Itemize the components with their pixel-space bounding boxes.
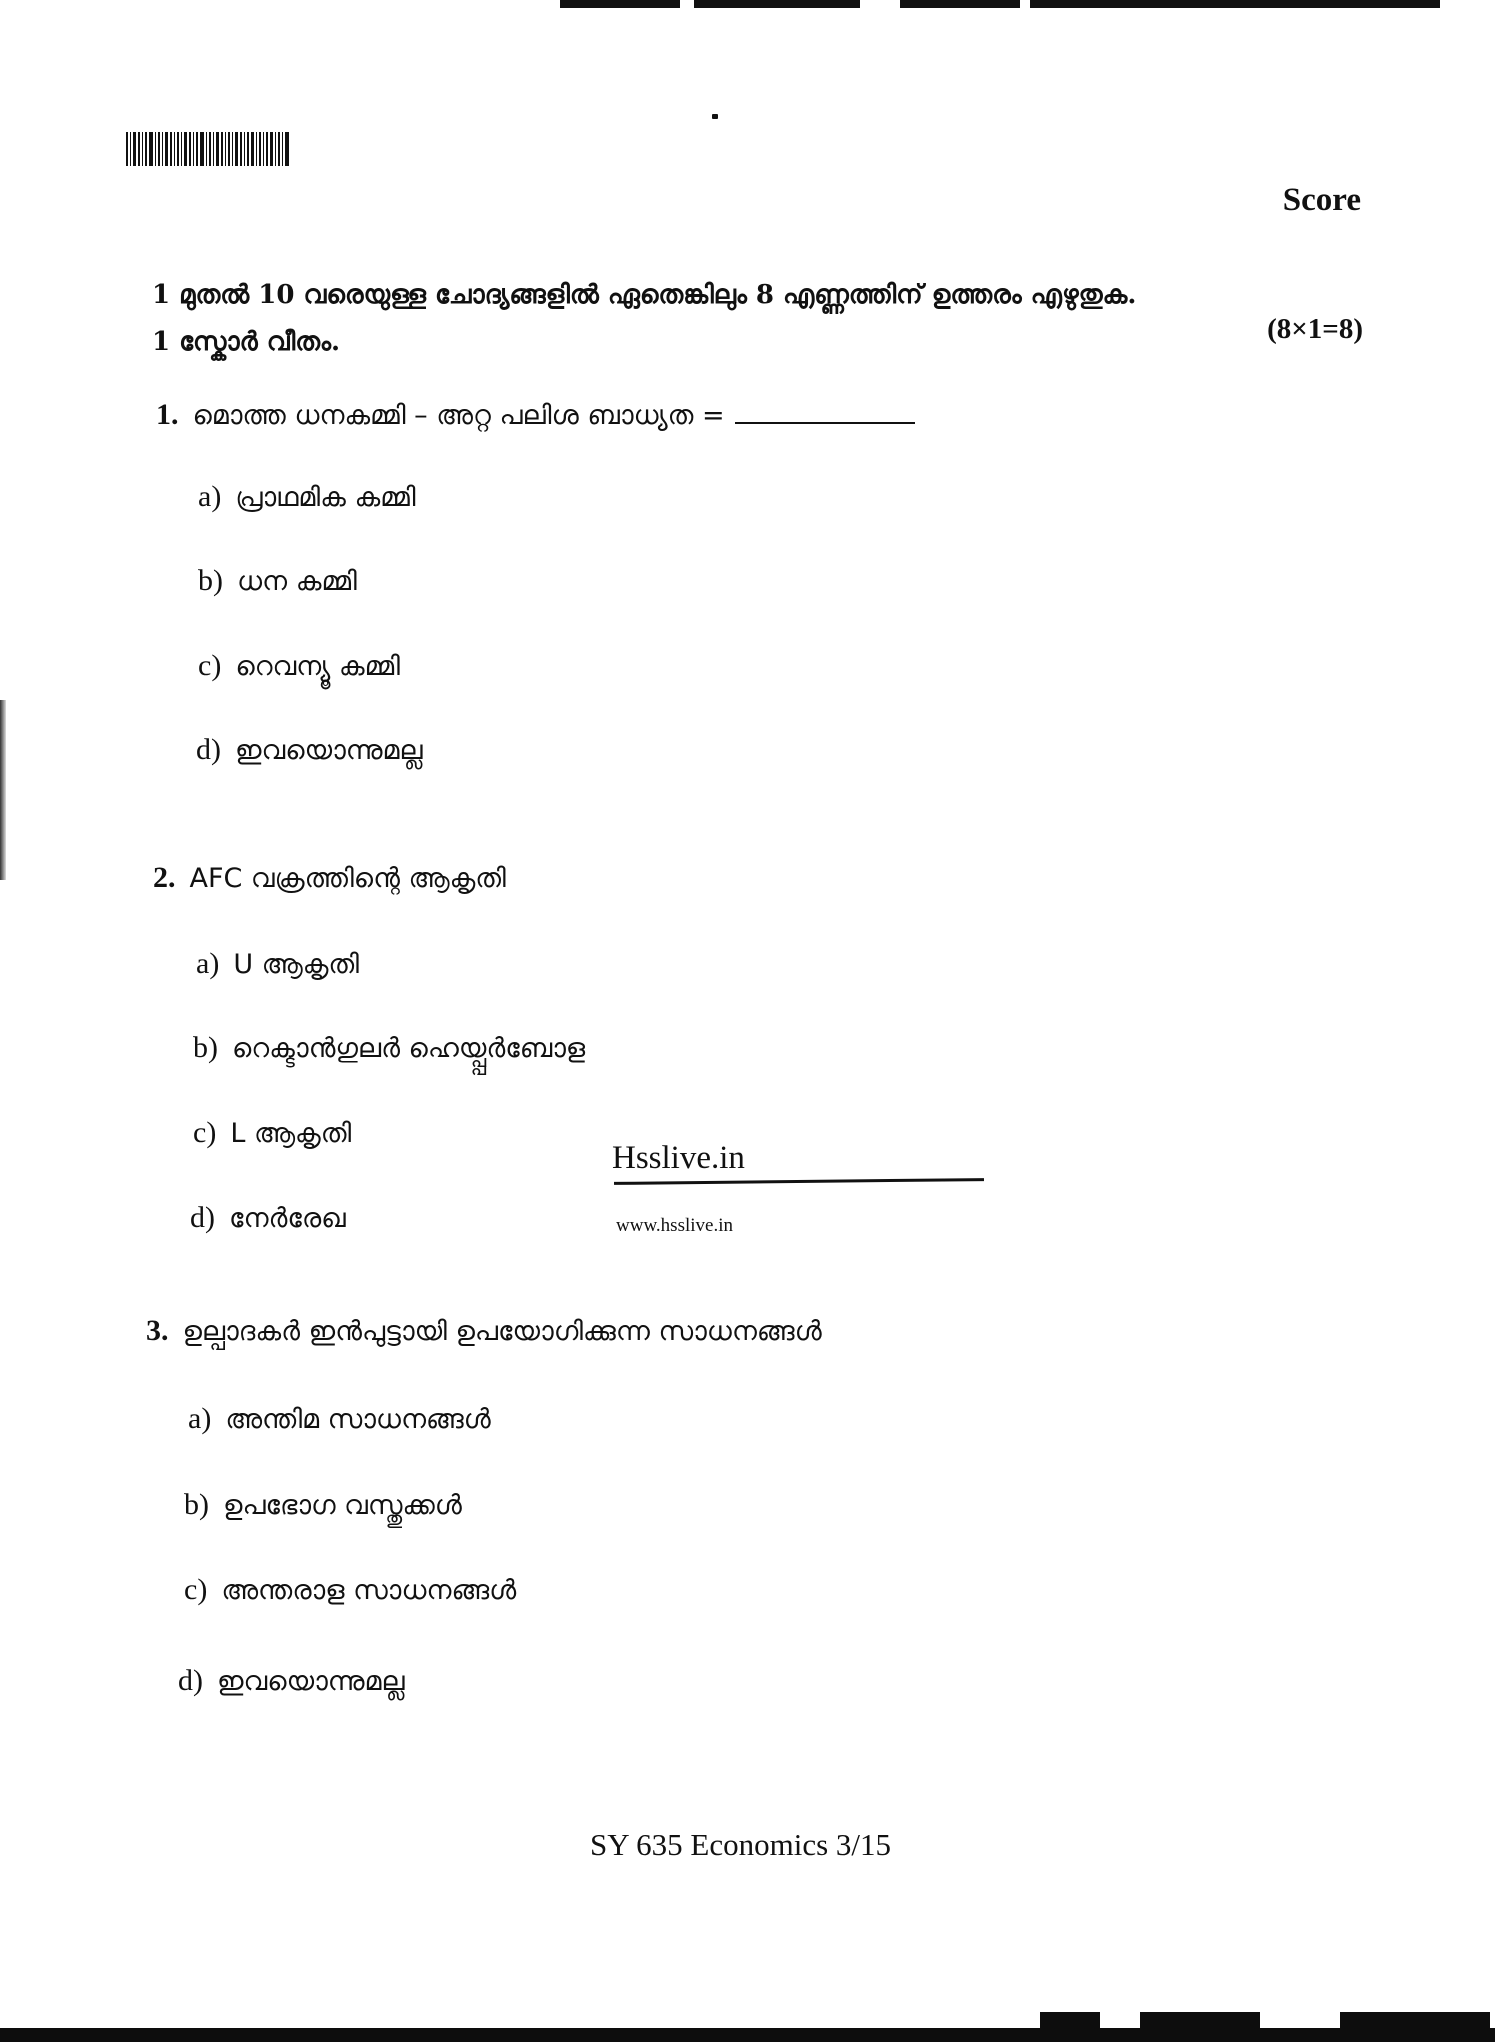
question-2 xyxy=(153,861,506,895)
score-label: Score xyxy=(1282,182,1361,218)
question-text: മൊത്ത ധനകമ്മി – അറ്റ പലിശ ബാധ്യത = xyxy=(192,400,725,431)
question-number: 2. xyxy=(153,861,176,894)
question-number: 3. xyxy=(146,1314,169,1347)
marks-allocation: (8×1=8) xyxy=(1267,313,1363,345)
paper-code: SY 635 Economics 3/15 xyxy=(589,1827,892,1862)
option-2b: b) റെക്ടാൻഗുലർ ഹെയ്പ്പർബോള xyxy=(193,1031,586,1064)
option-3d: d) ഇവയൊന്നുമല്ല xyxy=(178,1664,405,1697)
question-3 xyxy=(146,1314,822,1348)
answer-blank xyxy=(735,400,915,424)
scan-edge-top xyxy=(560,0,1440,8)
barcode xyxy=(126,132,316,166)
option-1d: d) ഇവയൊന്നുമല്ല xyxy=(196,733,423,766)
option-2c: c) L ആകൃതി xyxy=(193,1116,352,1149)
watermark-underline xyxy=(614,1178,984,1185)
option-3b: b) ഉപഭോഗ വസ്തുക്കൾ xyxy=(184,1488,462,1521)
question-text: AFC വക്രത്തിന്റെ ആകൃതി xyxy=(189,863,506,894)
option-1c: c) റെവന്യൂ കമ്മി xyxy=(198,649,401,682)
instruction-line-2: 1 സ്കോർ വീതം. xyxy=(152,327,341,357)
watermark-title: Hsslive.in xyxy=(612,1140,745,1176)
ink-dot xyxy=(712,114,718,119)
option-2d: d) നേർരേഖ xyxy=(190,1201,346,1234)
scan-edge-left xyxy=(0,700,6,880)
question-text: ഉല്പാദകർ ഇൻപുട്ടായി ഉപയോഗിക്കുന്ന സാധനങ്ങൾ xyxy=(182,1316,822,1347)
instruction-line-1: 1 മുതൽ 10 വരെയുള്ള ചോദ്യങ്ങളിൽ ഏതെങ്കിലും 8 എണ്ണത്തിന് ഉത്തരം എഴുതുക. xyxy=(152,280,1137,310)
option-3a: a) അന്തിമ സാധനങ്ങൾ xyxy=(188,1402,491,1435)
question-number: 1. xyxy=(156,398,179,431)
scan-edge-blob xyxy=(1040,2012,1100,2042)
scan-edge-blob xyxy=(1140,2012,1260,2042)
watermark-url: www.hsslive.in xyxy=(616,1215,733,1236)
option-1b: b) ധന കമ്മി xyxy=(198,564,357,597)
option-2a: a) U ആകൃതി xyxy=(196,947,359,980)
question-1 xyxy=(156,398,915,432)
scan-edge-blob xyxy=(1340,2012,1490,2042)
instructions xyxy=(152,272,1362,366)
option-3c: c) അന്തരാള സാധനങ്ങൾ xyxy=(184,1573,517,1606)
page-footer xyxy=(0,1827,1495,1863)
option-1a: a) പ്രാഥമിക കമ്മി xyxy=(198,480,416,513)
scan-edge-bottom xyxy=(0,2028,1495,2042)
